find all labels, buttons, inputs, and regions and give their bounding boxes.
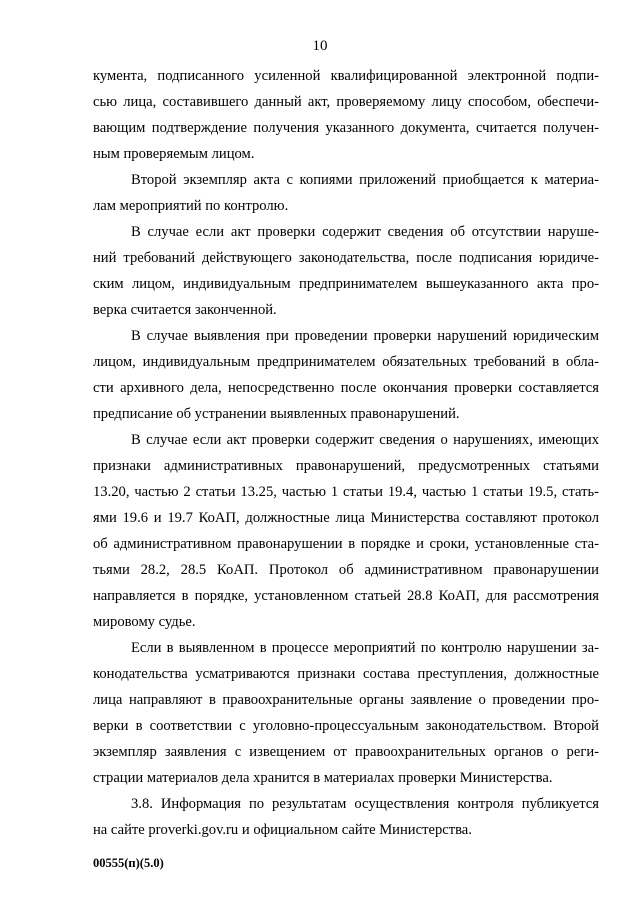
paragraph (93, 427, 599, 635)
paragraph (93, 167, 599, 219)
paragraph (93, 323, 599, 427)
text-line: направляется в порядке, установленном статьей 28.8 КоАП, для рассмотрения (93, 588, 599, 604)
text-line: Если в выявленном в процессе мероприятий по контролю нарушении за- (131, 640, 599, 656)
text-line: ний требований действующего законодательства, после подписания юридиче- (93, 250, 599, 266)
text-line: предписание об устранении выявленных правонарушений. (93, 406, 460, 422)
text-line: верки в соответствии с уголовно-процессуальным законодательством. Второй (93, 718, 599, 734)
document-body (93, 63, 599, 843)
text-line: страции материалов дела хранится в материалах проверки Министерства. (93, 770, 553, 786)
text-line: В случае выявления при проведении проверки нарушений юридическим (131, 328, 599, 344)
text-line: на сайте proverki.gov.ru и официальном сайте Министерства. (93, 822, 472, 838)
text-line: сью лица, составившего данный акт, проверяемому лицу способом, обеспечи- (93, 94, 599, 110)
text-line: тьями 28.2, 28.5 КоАП. Протокол об административном правонарушении (93, 562, 599, 578)
page-number: 10 (312, 38, 328, 54)
text-line: признаки административных правонарушений, предусмотренных статьями (93, 458, 599, 474)
text-line: экземпляр заявления с извещением от правоохранительных органов о реги- (93, 744, 599, 760)
paragraph (93, 791, 599, 843)
text-line: кумента, подписанного усиленной квалифицированной электронной подпи- (93, 68, 599, 84)
text-line: В случае если акт проверки содержит сведения о нарушениях, имеющих (131, 432, 599, 448)
text-line: 13.20, частью 2 статьи 13.25, частью 1 статьи 19.4, частью 1 статьи 19.5, стать- (93, 484, 599, 500)
text-line: мировому судье. (93, 614, 196, 630)
text-line: сти архивного дела, непосредственно после окончания проверки составляется (93, 380, 599, 396)
paragraph (93, 219, 599, 323)
paragraph (93, 635, 599, 791)
text-line: вающим подтверждение получения указанного документа, считается получен- (93, 120, 599, 136)
text-line: Второй экземпляр акта с копиями приложений приобщается к материа- (131, 172, 599, 188)
text-line: конодательства усматриваются признаки состава преступления, должностные (93, 666, 599, 682)
text-line: верка считается законченной. (93, 302, 277, 318)
text-line: В случае если акт проверки содержит сведения об отсутствии наруше- (131, 224, 599, 240)
text-line: ным проверяемым лицом. (93, 146, 255, 162)
text-line: лицом, индивидуальным предпринимателем обязательных требований в обла- (93, 354, 599, 370)
text-line: об административном правонарушении в порядке и сроки, установленные ста- (93, 536, 599, 552)
text-line: лица направляют в правоохранительные органы заявление о проведении про- (93, 692, 599, 708)
text-line: 3.8. Информация по результатам осуществления контроля публикуется (131, 796, 599, 812)
paragraph (93, 63, 599, 167)
text-line: ями 19.6 и 19.7 КоАП, должностные лица Министерства составляют протокол (93, 510, 599, 526)
text-line: ским лицом, индивидуальным предпринимателем вышеуказанного акта про- (93, 276, 599, 292)
document-footer-code: 00555(п)(5.0) (93, 856, 164, 870)
text-line: лам мероприятий по контролю. (93, 198, 289, 214)
